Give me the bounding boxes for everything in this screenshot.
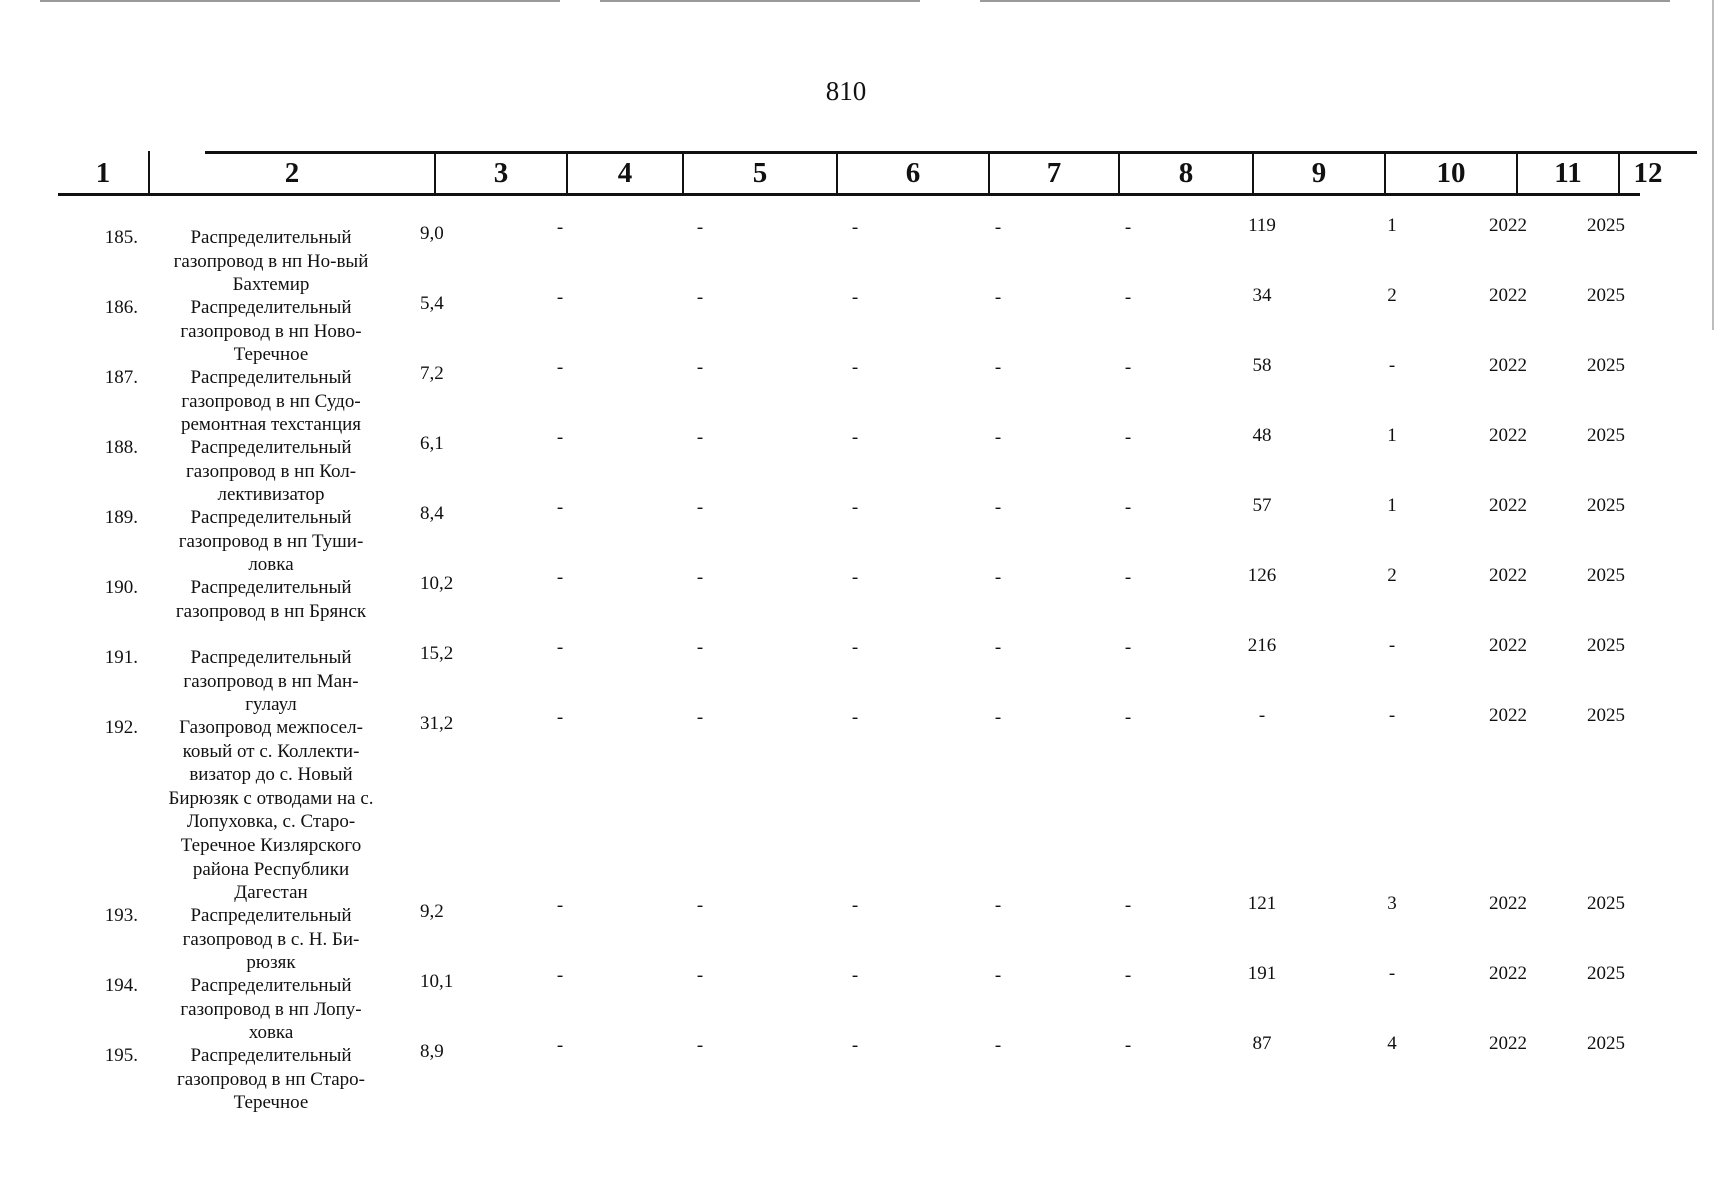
object-name: Распределительный газопровод в с. Н. Би-рюзяк — [182, 905, 360, 974]
row-number: 195. — [104, 1045, 138, 1066]
cell-c5: - — [696, 965, 704, 986]
cell-c12: 2025 — [1587, 565, 1625, 586]
cell-c7: - — [994, 357, 1002, 378]
cell-c7: - — [994, 707, 1002, 728]
cell-c6: - — [851, 357, 859, 378]
row-number: 187. — [104, 367, 138, 388]
cell-c5: - — [696, 895, 704, 916]
column-separator — [1252, 151, 1254, 195]
cell-c5: - — [696, 287, 704, 308]
cell-c12: 2025 — [1587, 635, 1625, 656]
cell-c9: 34 — [1252, 285, 1272, 306]
column-header-2: 2 — [284, 157, 300, 189]
cell-c11: 2022 — [1489, 893, 1527, 914]
row-number: 193. — [104, 905, 138, 926]
row-number: 188. — [104, 437, 138, 458]
cell-c10: - — [1388, 355, 1396, 376]
cell-c10: - — [1388, 635, 1396, 656]
row-number: 185. — [104, 227, 138, 248]
length-value: 8,9 — [420, 1041, 444, 1062]
row-number: 194. — [104, 975, 138, 996]
cell-c6: - — [851, 287, 859, 308]
scan-edge-line — [40, 0, 560, 2]
cell-c10: 1 — [1387, 215, 1397, 236]
object-name: Распределительный газопровод в нп Старо-Теречное — [176, 1045, 366, 1114]
cell-c8: - — [1124, 1035, 1132, 1056]
cell-c10: 4 — [1387, 1033, 1397, 1054]
cell-c8: - — [1124, 707, 1132, 728]
cell-c12: 2025 — [1587, 355, 1625, 376]
cell-c5: - — [696, 637, 704, 658]
cell-c7: - — [994, 287, 1002, 308]
cell-c12: 2025 — [1587, 893, 1625, 914]
cell-c6: - — [851, 707, 859, 728]
cell-c12: 2025 — [1587, 963, 1625, 984]
cell-c12: 2025 — [1587, 1033, 1625, 1054]
cell-c11: 2022 — [1489, 963, 1527, 984]
column-header-1: 1 — [95, 157, 111, 189]
cell-c6: - — [851, 965, 859, 986]
cell-c8: - — [1124, 497, 1132, 518]
cell-c11: 2022 — [1489, 355, 1527, 376]
column-header-7: 7 — [1046, 157, 1062, 189]
column-separator — [148, 151, 150, 195]
table-header-row — [58, 151, 1663, 195]
cell-c9: - — [1258, 705, 1266, 726]
cell-c10: 3 — [1387, 893, 1397, 914]
cell-c7: - — [994, 637, 1002, 658]
column-separator — [434, 151, 436, 195]
cell-c5: - — [696, 707, 704, 728]
cell-c5: - — [696, 217, 704, 238]
scan-edge-line — [600, 0, 920, 2]
cell-c9: 191 — [1247, 963, 1277, 984]
cell-c6: - — [851, 637, 859, 658]
length-value: 15,2 — [420, 643, 454, 664]
cell-c10: 2 — [1387, 285, 1397, 306]
cell-c10: - — [1388, 705, 1396, 726]
length-value: 7,2 — [420, 363, 444, 384]
column-header-8: 8 — [1178, 157, 1194, 189]
cell-c5: - — [696, 567, 704, 588]
cell-c4: - — [556, 427, 564, 448]
cell-c10: 1 — [1387, 495, 1397, 516]
cell-c11: 2022 — [1489, 495, 1527, 516]
column-header-4: 4 — [617, 157, 633, 189]
cell-c9: 121 — [1247, 893, 1277, 914]
length-value: 31,2 — [420, 713, 454, 734]
cell-c6: - — [851, 1035, 859, 1056]
cell-c6: - — [851, 497, 859, 518]
length-value: 9,2 — [420, 901, 444, 922]
row-number: 186. — [104, 297, 138, 318]
cell-c8: - — [1124, 637, 1132, 658]
page-number: 810 — [825, 76, 867, 106]
cell-c9: 119 — [1248, 215, 1276, 236]
cell-c11: 2022 — [1489, 425, 1527, 446]
object-name: Распределительный газопровод в нп Лопу-ховка — [180, 975, 362, 1044]
cell-c12: 2025 — [1587, 495, 1625, 516]
cell-c8: - — [1124, 287, 1132, 308]
cell-c5: - — [696, 357, 704, 378]
cell-c4: - — [556, 217, 564, 238]
column-header-11: 11 — [1554, 157, 1582, 189]
cell-c11: 2022 — [1489, 705, 1527, 726]
cell-c12: 2025 — [1587, 285, 1625, 306]
cell-c5: - — [696, 1035, 704, 1056]
object-name: Распределительный газопровод в нп Но-вый Бахтемир — [173, 227, 369, 296]
column-separator — [566, 151, 568, 195]
cell-c6: - — [851, 217, 859, 238]
length-value: 8,4 — [420, 503, 444, 524]
column-header-5: 5 — [752, 157, 768, 189]
cell-c4: - — [556, 637, 564, 658]
object-name: Газопровод межпосел-ковый от с. Коллекти-визатор до с. Новый Бирюзяк с отводами на с. Лопуховка, с. Старо-Теречное Кизлярского района Республики Дагестан — [168, 717, 374, 904]
cell-c5: - — [696, 497, 704, 518]
column-separator — [1516, 151, 1518, 195]
column-header-3: 3 — [493, 157, 509, 189]
column-separator — [836, 151, 838, 195]
cell-c7: - — [994, 217, 1002, 238]
cell-c11: 2022 — [1489, 285, 1527, 306]
cell-c5: - — [696, 427, 704, 448]
cell-c7: - — [994, 567, 1002, 588]
cell-c4: - — [556, 567, 564, 588]
cell-c4: - — [556, 287, 564, 308]
header-rule-bottom — [58, 193, 1640, 196]
object-name: Распределительный газопровод в нп Брянск — [175, 577, 367, 622]
cell-c7: - — [994, 1035, 1002, 1056]
row-number: 192. — [104, 717, 138, 738]
scan-edge-line — [980, 0, 1670, 2]
cell-c9: 126 — [1247, 565, 1277, 586]
cell-c6: - — [851, 427, 859, 448]
cell-c12: 2025 — [1587, 425, 1625, 446]
cell-c7: - — [994, 895, 1002, 916]
object-name: Распределительный газопровод в нп Кол-лективизатор — [185, 437, 357, 506]
column-header-10: 10 — [1436, 157, 1466, 189]
column-separator — [1618, 151, 1620, 195]
cell-c12: 2025 — [1587, 705, 1625, 726]
cell-c9: 48 — [1252, 425, 1272, 446]
row-number: 189. — [104, 507, 138, 528]
cell-c7: - — [994, 427, 1002, 448]
cell-c6: - — [851, 567, 859, 588]
cell-c4: - — [556, 707, 564, 728]
column-header-9: 9 — [1311, 157, 1327, 189]
cell-c9: 87 — [1252, 1033, 1272, 1054]
row-number: 191. — [104, 647, 138, 668]
cell-c4: - — [556, 1035, 564, 1056]
cell-c11: 2022 — [1489, 215, 1527, 236]
cell-c10: 1 — [1387, 425, 1397, 446]
length-value: 10,2 — [420, 573, 454, 594]
length-value: 5,4 — [420, 293, 444, 314]
column-header-12: 12 — [1633, 157, 1663, 189]
cell-c6: - — [851, 895, 859, 916]
cell-c10: 2 — [1387, 565, 1397, 586]
object-name: Распределительный газопровод в нп Судо-ремонтная техстанция — [180, 367, 362, 436]
cell-c8: - — [1124, 567, 1132, 588]
cell-c10: - — [1388, 963, 1396, 984]
cell-c7: - — [994, 497, 1002, 518]
column-separator — [1118, 151, 1120, 195]
object-name: Распределительный газопровод в нп Туши-ловка — [178, 507, 364, 576]
cell-c9: 58 — [1252, 355, 1272, 376]
cell-c8: - — [1124, 895, 1132, 916]
column-separator — [682, 151, 684, 195]
column-separator — [988, 151, 990, 195]
cell-c8: - — [1124, 357, 1132, 378]
cell-c4: - — [556, 357, 564, 378]
cell-c7: - — [994, 965, 1002, 986]
cell-c4: - — [556, 895, 564, 916]
object-name: Распределительный газопровод в нп Ново-Теречное — [180, 297, 362, 366]
row-number: 190. — [104, 577, 138, 598]
cell-c12: 2025 — [1587, 215, 1625, 236]
cell-c11: 2022 — [1489, 635, 1527, 656]
cell-c8: - — [1124, 965, 1132, 986]
length-value: 9,0 — [420, 223, 444, 244]
cell-c11: 2022 — [1489, 1033, 1527, 1054]
column-header-6: 6 — [905, 157, 921, 189]
cell-c9: 216 — [1247, 635, 1277, 656]
cell-c11: 2022 — [1489, 565, 1527, 586]
length-value: 10,1 — [420, 971, 454, 992]
cell-c8: - — [1124, 217, 1132, 238]
object-name: Распределительный газопровод в нп Ман-гулаул — [183, 647, 359, 716]
length-value: 6,1 — [420, 433, 444, 454]
cell-c8: - — [1124, 427, 1132, 448]
column-separator — [1384, 151, 1386, 195]
cell-c4: - — [556, 497, 564, 518]
cell-c4: - — [556, 965, 564, 986]
cell-c9: 57 — [1252, 495, 1272, 516]
